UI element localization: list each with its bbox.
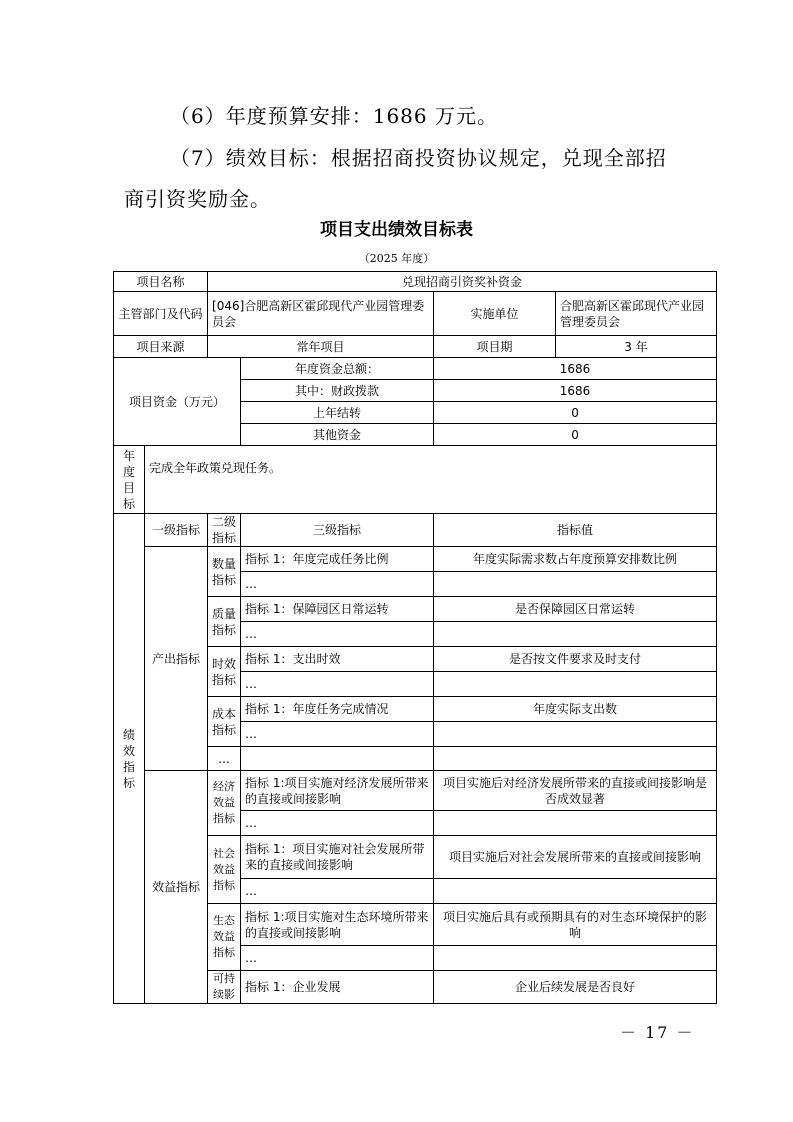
cell-value: 1686 [434, 358, 717, 380]
cell-label: 项目资金（万元） [114, 358, 241, 446]
cell-label: 上年结转 [241, 402, 434, 424]
category-cell: 生态效益指标 [208, 904, 241, 971]
table-row [114, 358, 717, 380]
indicator-ellipsis: … [241, 572, 434, 597]
value-cell: 项目实施后对经济发展所带来的直接或间接影响是否成效显著 [434, 771, 717, 811]
indicator-ellipsis: … [241, 879, 434, 904]
indicator-ellipsis: … [241, 672, 434, 697]
table-row [114, 514, 717, 547]
table-row [114, 771, 717, 811]
cell-label: 其中：财政拨款 [241, 380, 434, 402]
cell-value: 1686 [434, 380, 717, 402]
value-cell [434, 747, 717, 771]
indicator-ellipsis: … [241, 622, 434, 647]
cell-value: 完成全年政策兑现任务。 [145, 446, 717, 514]
category-cell: 经济效益指标 [208, 771, 241, 836]
indicator-cell: 指标 1:项目实施对生态环境所带来的直接或间接影响 [241, 904, 434, 946]
table-row [114, 446, 717, 514]
cell-label: 年度资金总额： [241, 358, 434, 380]
category-cell: 可持续影 [208, 971, 241, 1004]
indicator-cell: 指标 1：年度任务完成情况 [241, 697, 434, 722]
category-cell: 时效指标 [208, 647, 241, 697]
cell-label: 主管部门及代码 [114, 292, 208, 336]
cell-label: 项目来源 [114, 336, 208, 358]
perf-section-label: 绩效指标 [114, 514, 145, 1004]
value-cell [434, 811, 717, 836]
indicator-cell: 指标 1：保障园区日常运转 [241, 597, 434, 622]
indicator-cell: 指标 1：支出时效 [241, 647, 434, 672]
output-label: 产出指标 [145, 547, 208, 771]
table-row [114, 292, 717, 336]
paragraph-goal-cont: 商引资奖励金。 [124, 187, 271, 211]
cell-value: 常年项目 [208, 336, 434, 358]
category-cell: 数量指标 [208, 547, 241, 597]
value-cell [434, 722, 717, 747]
table-title: 项目支出绩效目标表 [320, 220, 473, 240]
value-cell [434, 879, 717, 904]
indicator-cell: 指标 1：年度完成任务比例 [241, 547, 434, 572]
cell-value: 0 [434, 424, 717, 446]
cell-label: 年度目标 [114, 446, 145, 514]
cell-value: [046]合肥高新区霍邱现代产业园管理委员会 [208, 292, 434, 336]
cell-value: 3 年 [556, 336, 717, 358]
indicator-ellipsis: … [241, 946, 434, 971]
table-row [114, 336, 717, 358]
value-cell [434, 946, 717, 971]
header-cell: 三级指标 [241, 514, 434, 547]
value-cell: 企业后续发展是否良好 [434, 971, 717, 1004]
value-cell [434, 622, 717, 647]
header-cell: 二级指标 [208, 514, 241, 547]
category-cell: 社会效益指标 [208, 836, 241, 904]
category-ellipsis: … [208, 747, 241, 771]
indicator-cell: 指标 1：企业发展 [241, 971, 434, 1004]
cell-label: 项目名称 [114, 272, 208, 292]
value-cell: 项目实施后对社会发展所带来的直接或间接影响 [434, 836, 717, 879]
category-cell: 质量指标 [208, 597, 241, 647]
indicator-ellipsis: … [241, 722, 434, 747]
cell-value: 兑现招商引资奖补资金 [208, 272, 717, 292]
indicator-ellipsis: … [241, 811, 434, 836]
page-number: － 17 － [620, 1023, 695, 1042]
value-cell: 年度实际需求数占年度预算安排数比例 [434, 547, 717, 572]
value-cell: 项目实施后具有或预期具有的对生态环境保护的影响 [434, 904, 717, 946]
cell-label: 项目期 [434, 336, 556, 358]
value-cell: 年度实际支出数 [434, 697, 717, 722]
value-cell [434, 672, 717, 697]
value-cell: 是否按文件要求及时支付 [434, 647, 717, 672]
cell-label: 实施单位 [434, 292, 556, 336]
benefit-label: 效益指标 [145, 771, 208, 1004]
header-cell: 指标值 [434, 514, 717, 547]
indicator-cell: 指标 1:项目实施对经济发展所带来的直接或间接影响 [241, 771, 434, 811]
cell-label: 其他资金 [241, 424, 434, 446]
table-row [114, 272, 717, 292]
category-cell: 成本指标 [208, 697, 241, 747]
header-cell: 一级指标 [145, 514, 208, 547]
value-cell [434, 572, 717, 597]
table-row [114, 547, 717, 572]
indicator-cell [241, 747, 434, 771]
paragraph-budget: （6）年度预算安排：1686 万元。 [170, 104, 498, 128]
cell-value: 0 [434, 402, 717, 424]
performance-table [113, 271, 717, 1004]
indicator-cell: 指标 1：项目实施对社会发展所带来的直接或间接影响 [241, 836, 434, 879]
value-cell: 是否保障园区日常运转 [434, 597, 717, 622]
table-year: （2025 年度） [358, 252, 435, 265]
cell-value: 合肥高新区霍邱现代产业园管理委员会 [556, 292, 717, 336]
paragraph-goal: （7）绩效目标：根据招商投资协议规定，兑现全部招 [170, 146, 667, 170]
